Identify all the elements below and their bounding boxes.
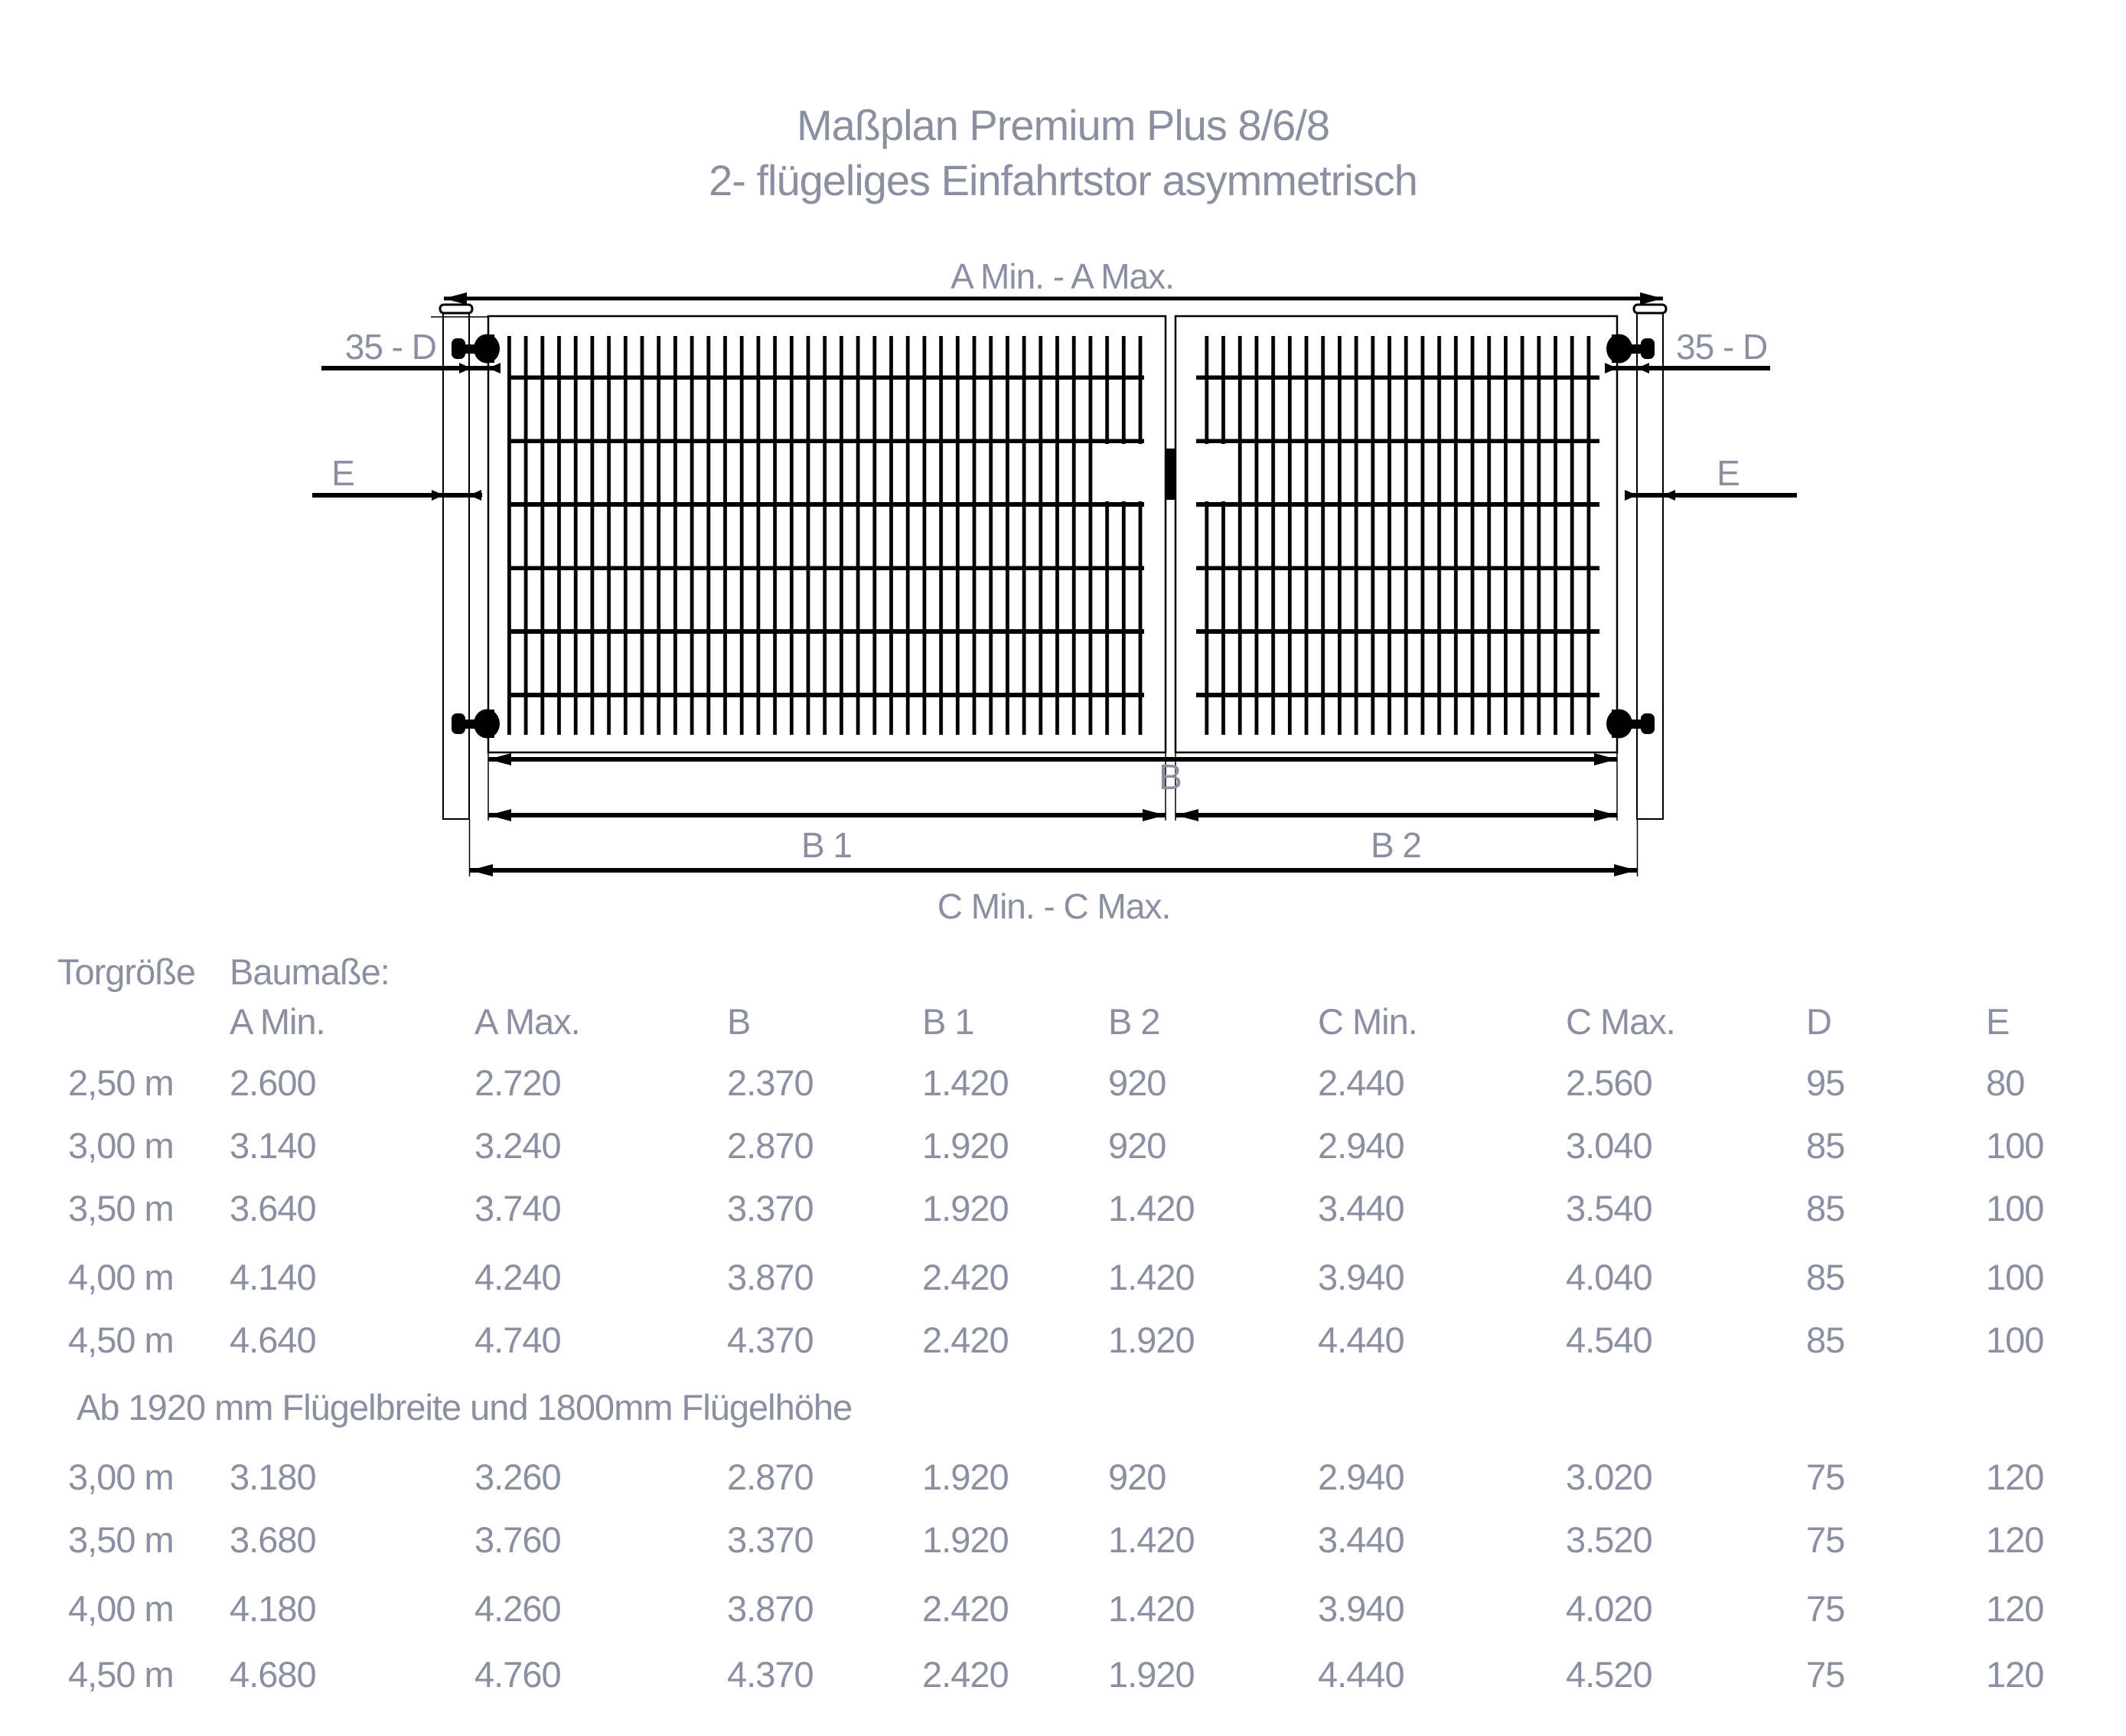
table-cell: 85 [1806, 1125, 1845, 1166]
table-cell: 100 [1986, 1257, 2044, 1297]
row-size-label: 3,50 m [68, 1188, 174, 1229]
table-cell: 1.920 [1108, 1320, 1195, 1360]
table-cell: 80 [1986, 1062, 2025, 1103]
table-cell: 3.870 [727, 1257, 814, 1297]
table-cell: 920 [1108, 1062, 1166, 1103]
dim-label-e-right: E [1717, 453, 1740, 493]
table-cell: 4.020 [1566, 1588, 1652, 1629]
table-row [57, 1321, 2093, 1359]
dim-b [488, 753, 1617, 797]
table-cell: 1.420 [1108, 1519, 1195, 1560]
table-cell: 4.520 [1566, 1654, 1652, 1695]
column-header: B 2 [1108, 1001, 1160, 1042]
table-cell: 4.180 [230, 1588, 316, 1629]
arrow-right-icon [432, 490, 444, 501]
table-cell: 2.600 [230, 1062, 316, 1103]
table-cell: 100 [1986, 1188, 2044, 1229]
table-cell: 3.240 [474, 1125, 561, 1166]
column-header: E [1986, 1001, 2010, 1042]
row-size-label: 4,50 m [68, 1320, 174, 1360]
left-wing [488, 316, 1166, 752]
arrow-right-icon [1143, 809, 1166, 821]
column-header: A Max. [474, 1001, 580, 1042]
table-row [57, 1258, 2093, 1297]
right-post-cap [1634, 305, 1666, 313]
dim-label-b2: B 2 [1370, 825, 1422, 865]
table-cell: 3.940 [1318, 1257, 1404, 1297]
dim-c [470, 864, 1637, 926]
arrow-left-icon [488, 809, 511, 821]
table-cell: 3.870 [727, 1588, 814, 1629]
table-cell: 3.520 [1566, 1519, 1652, 1560]
table-cell: 4.040 [1566, 1257, 1652, 1297]
row-size-label: 2,50 m [68, 1062, 174, 1103]
table-cell: 75 [1806, 1654, 1845, 1695]
table-cell: 4.440 [1318, 1320, 1404, 1360]
table-cell: 3.740 [474, 1188, 561, 1229]
table-cell: 2.420 [922, 1588, 1009, 1629]
arrow-right-icon [1594, 809, 1617, 821]
table-cell: 3.940 [1318, 1588, 1404, 1629]
arrow-right-icon [1640, 292, 1663, 305]
table-cell: 1.420 [922, 1062, 1009, 1103]
dim-b1 [488, 809, 1166, 865]
column-header: A Min. [230, 1001, 325, 1042]
column-header: C Min. [1318, 1001, 1417, 1042]
table-cell: 75 [1806, 1588, 1845, 1629]
table-row [57, 1127, 2093, 1165]
table-cell: 3.040 [1566, 1125, 1652, 1166]
column-header: C Max. [1566, 1001, 1675, 1042]
arrow-left-icon [488, 753, 511, 765]
table-row [57, 1189, 2093, 1228]
table-cell: 3.260 [474, 1457, 561, 1497]
arrow-left-icon [1175, 809, 1198, 821]
table-cell: 4.680 [230, 1654, 316, 1695]
table-cell: 1.920 [922, 1125, 1009, 1166]
dim-label-35d-right: 35 - D [1676, 327, 1768, 367]
row-size-label: 3,50 m [68, 1519, 174, 1560]
table-cell: 920 [1108, 1457, 1166, 1497]
table-cell: 4.760 [474, 1654, 561, 1695]
dim-label-b1: B 1 [801, 825, 853, 865]
table-cell: 4.370 [727, 1320, 814, 1360]
arrow-left-icon [444, 292, 467, 305]
dim-label-a: A Min. - A Max. [951, 256, 1174, 296]
table-column-header-row [57, 1003, 2093, 1041]
table-cell: 3.370 [727, 1519, 814, 1560]
table-cell: 920 [1108, 1125, 1166, 1166]
dim-label-b: B [1159, 757, 1182, 797]
right-wing [1175, 316, 1617, 752]
table-cell: 85 [1806, 1320, 1845, 1360]
dim-a [444, 256, 1663, 305]
table-cell: 4.370 [727, 1654, 814, 1695]
table-cell: 3.760 [474, 1519, 561, 1560]
table-group-header-row [57, 953, 2093, 991]
table-cell: 95 [1806, 1062, 1845, 1103]
page-title: Maßplan Premium Plus 8/6/8 [796, 101, 1330, 149]
right-post [1634, 305, 1666, 819]
left-post [440, 305, 472, 819]
arrow-right-icon [1614, 864, 1637, 876]
table-cell: 2.420 [922, 1320, 1009, 1360]
table-cell: 85 [1806, 1188, 1845, 1229]
dim-label-c: C Min. - C Max. [937, 886, 1171, 926]
arrow-right-icon [1594, 753, 1617, 765]
hinge-icon [452, 710, 500, 739]
table-cell: 4.640 [230, 1320, 316, 1360]
table-cell: 3.020 [1566, 1457, 1652, 1497]
dim-label-35d-left: 35 - D [344, 327, 436, 367]
table-cell: 120 [1986, 1588, 2044, 1629]
table-cell: 100 [1986, 1125, 2044, 1166]
column-header-spacer [57, 1003, 230, 1041]
table-row [57, 1590, 2093, 1628]
table-cell: 4.260 [474, 1588, 561, 1629]
row-group-header: Torgröße [57, 951, 196, 992]
table-cell: 2.940 [1318, 1457, 1404, 1497]
table-cell: 3.440 [1318, 1188, 1404, 1229]
row-size-label: 4,00 m [68, 1257, 174, 1297]
arrow-left-icon [470, 864, 493, 876]
table-cell: 75 [1806, 1519, 1845, 1560]
table-cell: 4.540 [1566, 1320, 1652, 1360]
column-header: D [1806, 1001, 1831, 1042]
table-cell: 4.140 [230, 1257, 316, 1297]
latch-icon [1166, 449, 1175, 500]
row-size-label: 4,50 m [68, 1654, 174, 1695]
table-cell: 2.870 [727, 1457, 814, 1497]
table-cell: 4.440 [1318, 1654, 1404, 1695]
table-cell: 4.740 [474, 1320, 561, 1360]
table-cell: 1.420 [1108, 1588, 1195, 1629]
table-cell: 100 [1986, 1320, 2044, 1360]
table-cell: 1.920 [922, 1457, 1009, 1497]
hinge-icon [1606, 710, 1655, 739]
table-cell: 3.180 [230, 1457, 316, 1497]
table-cell: 2.440 [1318, 1062, 1404, 1103]
dimensions-table [57, 953, 2093, 1718]
table-cell: 2.560 [1566, 1062, 1652, 1103]
table-cell: 3.540 [1566, 1188, 1652, 1229]
table-cell: 75 [1806, 1457, 1845, 1497]
arrow-right-icon [1625, 490, 1637, 501]
arrow-left-icon [1663, 490, 1675, 501]
column-header: B 1 [922, 1001, 974, 1042]
table-cell: 2.940 [1318, 1125, 1404, 1166]
table-cell: 1.920 [922, 1188, 1009, 1229]
table-cell: 3.370 [727, 1188, 814, 1229]
table-cell: 120 [1986, 1519, 2044, 1560]
table-cell: 2.420 [922, 1654, 1009, 1695]
table-cell: 3.680 [230, 1519, 316, 1560]
table-row [57, 1458, 2093, 1496]
dim-b2 [1175, 809, 1617, 865]
row-size-label: 3,00 m [68, 1457, 174, 1497]
table-cell: 2.370 [727, 1062, 814, 1103]
row-size-label: 4,00 m [68, 1588, 174, 1629]
arrow-left-icon [469, 490, 481, 501]
table-row [57, 1656, 2093, 1694]
column-header: B [727, 1001, 751, 1042]
table-cell: 120 [1986, 1654, 2044, 1695]
table-cell: 1.420 [1108, 1188, 1195, 1229]
table-cell: 1.420 [1108, 1257, 1195, 1297]
table-cell: 2.420 [922, 1257, 1009, 1297]
table-row [57, 1064, 2093, 1102]
table-note: Ab 1920 mm Flügelbreite und 1800mm Flügelhöhe [77, 1387, 853, 1428]
page-subtitle: 2- flügeliges Einfahrtstor asymmetrisch [709, 156, 1417, 204]
table-cell: 1.920 [1108, 1654, 1195, 1695]
dim-label-e-left: E [331, 453, 354, 493]
table-cell: 120 [1986, 1457, 2044, 1497]
table-cell: 3.440 [1318, 1519, 1404, 1560]
hinge-icon [1606, 334, 1655, 364]
right-wing-lock-gap [1196, 444, 1234, 501]
left-wing-mesh [507, 336, 1144, 735]
table-cell: 2.720 [474, 1062, 561, 1103]
table-cell: 1.920 [922, 1519, 1009, 1560]
right-wing-mesh [1196, 336, 1599, 735]
table-cell: 4.240 [474, 1257, 561, 1297]
table-row [57, 1521, 2093, 1559]
table-cell: 85 [1806, 1257, 1845, 1297]
table-cell: 3.640 [230, 1188, 316, 1229]
row-size-label: 3,00 m [68, 1125, 174, 1166]
table-cell: 2.870 [727, 1125, 814, 1166]
dimensions-header: Baumaße: [230, 951, 390, 992]
left-post-cap [440, 305, 472, 313]
table-cell: 3.140 [230, 1125, 316, 1166]
left-wing-lock-gap [1093, 444, 1144, 501]
hinge-icon [452, 334, 500, 364]
